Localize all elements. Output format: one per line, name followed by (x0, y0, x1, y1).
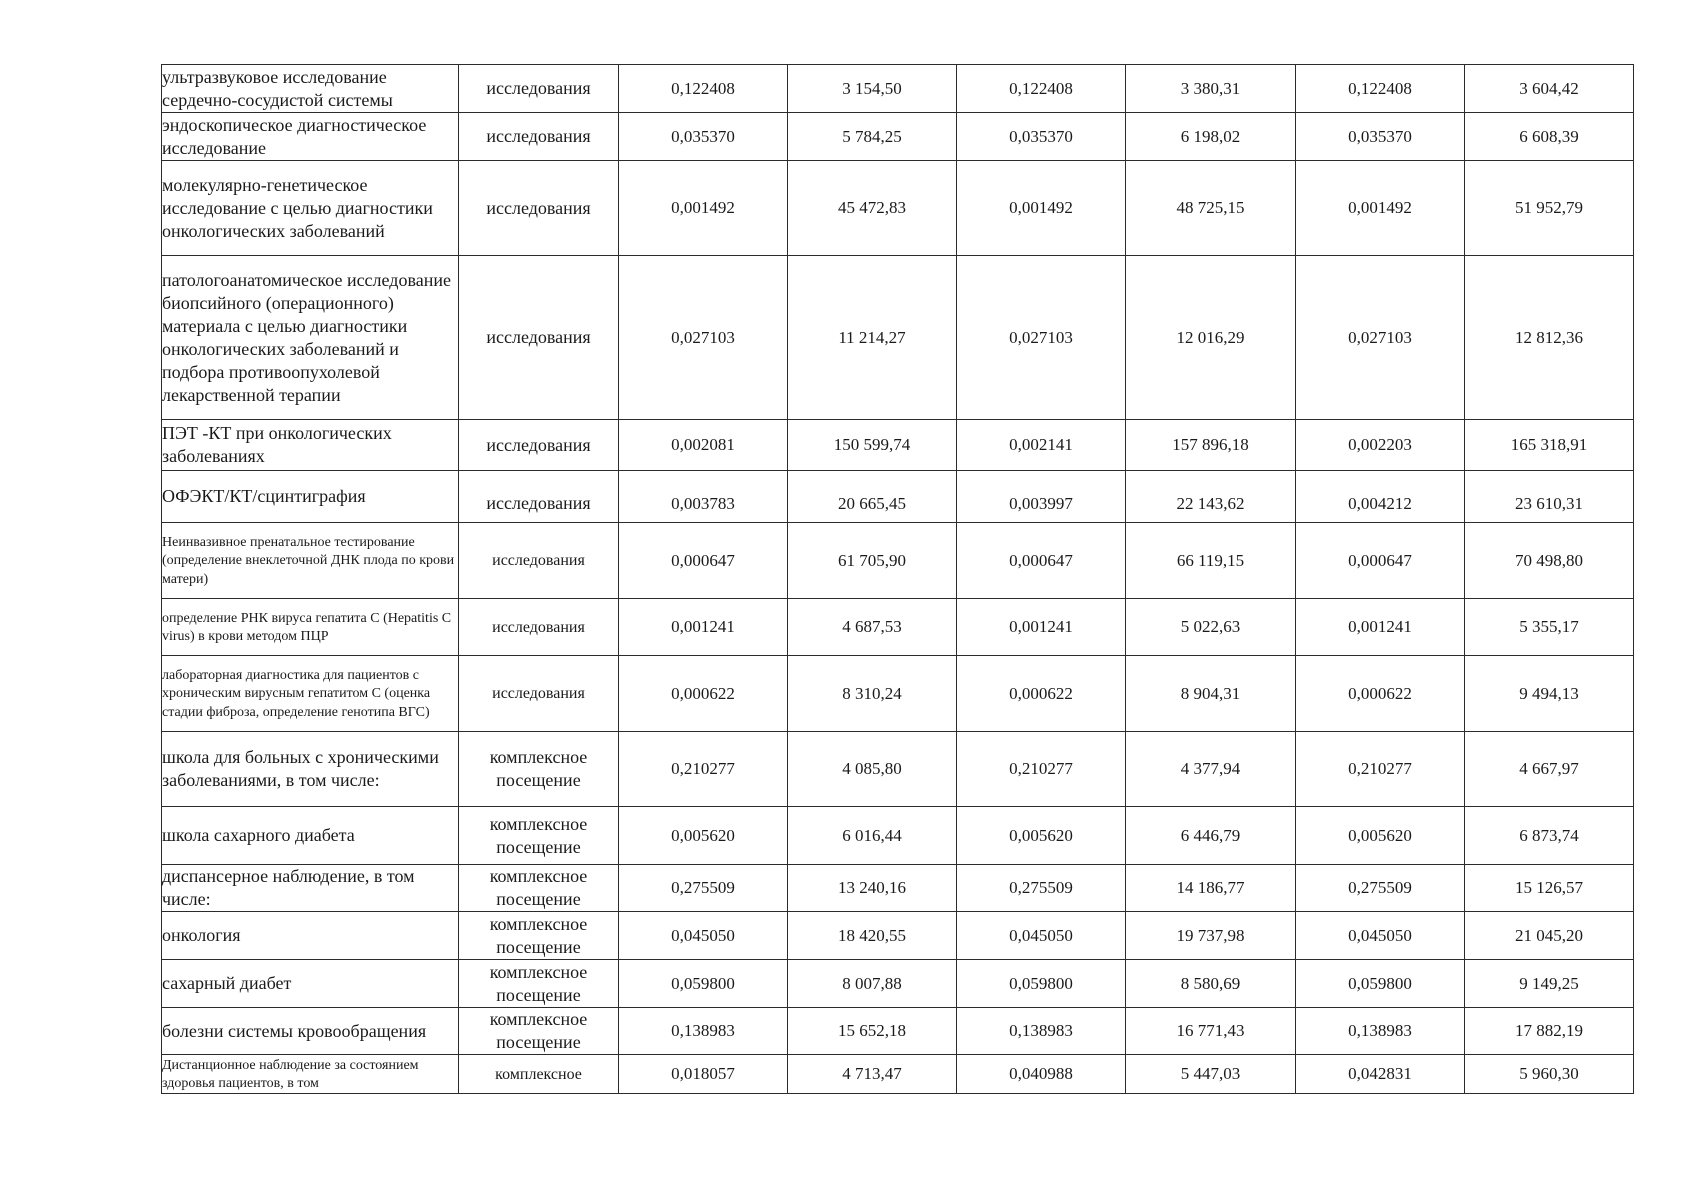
service-name: лабораторная диагностика для пациентов с хроническим вирусным гепатитом С (оценка стадии фиброза, определение генотипа ВГС) (162, 656, 459, 732)
value-cell: 0,003783 (619, 471, 788, 523)
unit-cell: исследования (459, 523, 619, 599)
unit-cell (459, 960, 619, 1008)
value-cell: 9 149,25 (1465, 960, 1634, 1008)
value-cell: 0,005620 (957, 807, 1126, 865)
value-cell: 5 784,25 (788, 113, 957, 161)
value-cell: 0,059800 (957, 960, 1126, 1008)
value-cell: 0,005620 (619, 807, 788, 865)
unit-cell (459, 1008, 619, 1055)
unit-line: комплексное (489, 913, 588, 934)
value-cell: 61 705,90 (788, 523, 957, 599)
value-cell: 48 725,15 (1126, 161, 1296, 256)
value-cell: 0,001241 (1296, 599, 1465, 656)
value-cell: 0,002141 (957, 420, 1126, 471)
value-cell: 0,004212 (1296, 471, 1465, 523)
unit-line: комплексное (489, 961, 588, 982)
table-row (162, 656, 1634, 732)
value-cell: 0,122408 (619, 65, 788, 113)
value-cell: 0,210277 (957, 732, 1126, 807)
table-row (162, 256, 1634, 420)
value-cell: 4 085,80 (788, 732, 957, 807)
value-cell: 5 022,63 (1126, 599, 1296, 656)
value-cell: 0,045050 (619, 912, 788, 960)
value-cell: 0,275509 (619, 865, 788, 912)
unit-line: комплексное (489, 1009, 588, 1029)
value-cell: 0,027103 (957, 256, 1126, 420)
value-cell: 66 119,15 (1126, 523, 1296, 599)
table-row (162, 113, 1634, 161)
unit-line: комплексное (489, 866, 588, 886)
value-cell: 165 318,91 (1465, 420, 1634, 471)
value-cell: 20 665,45 (788, 471, 957, 523)
unit-cell: комплексное (459, 1055, 619, 1094)
service-name: Дистанционное наблюдение за состоянием здоровья пациентов, в том (162, 1055, 459, 1094)
table-row (162, 1008, 1634, 1055)
table-row (162, 523, 1634, 599)
unit-cell (459, 732, 619, 807)
service-name: Неинвазивное пренатальное тестирование (определение внеклеточной ДНК плода по крови матери) (162, 523, 459, 599)
service-name: молекулярно-генетическое исследование с целью диагностики онкологических заболеваний (162, 161, 459, 256)
unit-cell: исследования (459, 65, 619, 113)
value-cell: 0,138983 (957, 1008, 1126, 1055)
unit-cell: исследования (459, 471, 619, 523)
value-cell: 0,000622 (1296, 656, 1465, 732)
value-cell: 0,002203 (1296, 420, 1465, 471)
unit-line: посещение (496, 936, 581, 957)
table-row (162, 65, 1634, 113)
value-cell: 0,210277 (1296, 732, 1465, 807)
value-cell: 0,001492 (1296, 161, 1465, 256)
value-cell: 16 771,43 (1126, 1008, 1296, 1055)
value-cell: 5 960,30 (1465, 1055, 1634, 1094)
value-cell: 18 420,55 (788, 912, 957, 960)
value-cell: 0,210277 (619, 732, 788, 807)
value-cell: 0,000647 (957, 523, 1126, 599)
service-name: ультразвуковое исследование сердечно-сосудистой системы (162, 65, 459, 113)
service-name: ОФЭКТ/КТ/сцинтиграфия (162, 471, 459, 523)
value-cell: 5 355,17 (1465, 599, 1634, 656)
value-cell: 8 007,88 (788, 960, 957, 1008)
value-cell: 0,002081 (619, 420, 788, 471)
value-cell: 5 447,03 (1126, 1055, 1296, 1094)
value-cell: 45 472,83 (788, 161, 957, 256)
value-cell: 0,027103 (619, 256, 788, 420)
unit-cell: исследования (459, 161, 619, 256)
service-name: эндоскопическое диагностическое исследование (162, 113, 459, 161)
value-cell: 0,138983 (619, 1008, 788, 1055)
value-cell: 4 377,94 (1126, 732, 1296, 807)
value-cell: 13 240,16 (788, 865, 957, 912)
unit-line: посещение (496, 836, 581, 857)
value-cell: 0,122408 (957, 65, 1126, 113)
value-cell: 17 882,19 (1465, 1008, 1634, 1055)
value-cell: 15 126,57 (1465, 865, 1634, 912)
value-cell: 9 494,13 (1465, 656, 1634, 732)
table-row (162, 865, 1634, 912)
service-name: школа для больных с хроническими заболеваниями, в том числе: (162, 732, 459, 807)
tariff-table (161, 64, 1634, 1094)
service-name: болезни системы кровообращения (162, 1008, 459, 1055)
value-cell: 0,005620 (1296, 807, 1465, 865)
service-name: патологоанатомическое исследование биопсийного (операционного) материала с целью диагностики онкологических заболеваний и подбора противоопухолевой лекарственной терапии (162, 256, 459, 420)
unit-line: посещение (496, 984, 581, 1005)
value-cell: 0,000647 (1296, 523, 1465, 599)
unit-cell (459, 807, 619, 865)
value-cell: 19 737,98 (1126, 912, 1296, 960)
value-cell: 0,045050 (1296, 912, 1465, 960)
table-row (162, 471, 1634, 523)
value-cell: 0,001241 (619, 599, 788, 656)
value-cell: 4 687,53 (788, 599, 957, 656)
unit-line: посещение (496, 770, 581, 790)
table-row (162, 599, 1634, 656)
value-cell: 0,040988 (957, 1055, 1126, 1094)
value-cell: 0,001492 (619, 161, 788, 256)
value-cell: 0,122408 (1296, 65, 1465, 113)
value-cell: 6 016,44 (788, 807, 957, 865)
value-cell: 0,027103 (1296, 256, 1465, 420)
unit-line: комплексное (489, 747, 588, 767)
unit-line: комплексное (489, 813, 588, 834)
value-cell: 0,045050 (957, 912, 1126, 960)
value-cell: 3 604,42 (1465, 65, 1634, 113)
value-cell: 8 904,31 (1126, 656, 1296, 732)
value-cell: 11 214,27 (788, 256, 957, 420)
value-cell: 157 896,18 (1126, 420, 1296, 471)
value-cell: 0,035370 (619, 113, 788, 161)
value-cell: 0,059800 (1296, 960, 1465, 1008)
unit-cell: исследования (459, 113, 619, 161)
value-cell: 0,035370 (1296, 113, 1465, 161)
value-cell: 0,035370 (957, 113, 1126, 161)
value-cell: 14 186,77 (1126, 865, 1296, 912)
unit-cell (459, 865, 619, 912)
value-cell: 6 608,39 (1465, 113, 1634, 161)
value-cell: 12 812,36 (1465, 256, 1634, 420)
service-name: определение РНК вируса гепатита С (Hepatitis C virus) в крови методом ПЦР (162, 599, 459, 656)
unit-cell: исследования (459, 599, 619, 656)
value-cell: 4 713,47 (788, 1055, 957, 1094)
value-cell: 0,003997 (957, 471, 1126, 523)
value-cell: 3 380,31 (1126, 65, 1296, 113)
value-cell: 0,275509 (957, 865, 1126, 912)
unit-line: посещение (496, 889, 581, 909)
value-cell: 22 143,62 (1126, 471, 1296, 523)
value-cell: 8 580,69 (1126, 960, 1296, 1008)
value-cell: 0,059800 (619, 960, 788, 1008)
table-row (162, 1055, 1634, 1094)
value-cell: 51 952,79 (1465, 161, 1634, 256)
value-cell: 0,001241 (957, 599, 1126, 656)
table-row (162, 807, 1634, 865)
value-cell: 0,275509 (1296, 865, 1465, 912)
unit-cell: исследования (459, 420, 619, 471)
value-cell: 15 652,18 (788, 1008, 957, 1055)
value-cell: 3 154,50 (788, 65, 957, 113)
value-cell: 0,000647 (619, 523, 788, 599)
value-cell: 0,000622 (619, 656, 788, 732)
unit-cell: исследования (459, 656, 619, 732)
table-row (162, 912, 1634, 960)
table-row (162, 732, 1634, 807)
service-name: онкология (162, 912, 459, 960)
unit-cell: исследования (459, 256, 619, 420)
value-cell: 23 610,31 (1465, 471, 1634, 523)
service-name: диспансерное наблюдение, в том числе: (162, 865, 459, 912)
value-cell: 0,042831 (1296, 1055, 1465, 1094)
value-cell: 21 045,20 (1465, 912, 1634, 960)
value-cell: 8 310,24 (788, 656, 957, 732)
value-cell: 12 016,29 (1126, 256, 1296, 420)
value-cell: 6 446,79 (1126, 807, 1296, 865)
table-row (162, 420, 1634, 471)
value-cell: 6 198,02 (1126, 113, 1296, 161)
value-cell: 6 873,74 (1465, 807, 1634, 865)
service-name: школа сахарного диабета (162, 807, 459, 865)
table-row (162, 161, 1634, 256)
unit-line: посещение (496, 1032, 581, 1052)
value-cell: 4 667,97 (1465, 732, 1634, 807)
unit-cell (459, 912, 619, 960)
table-row (162, 960, 1634, 1008)
service-name: ПЭТ -КТ при онкологических заболеваниях (162, 420, 459, 471)
value-cell: 0,138983 (1296, 1008, 1465, 1055)
value-cell: 70 498,80 (1465, 523, 1634, 599)
service-name: сахарный диабет (162, 960, 459, 1008)
value-cell: 0,018057 (619, 1055, 788, 1094)
value-cell: 0,000622 (957, 656, 1126, 732)
value-cell: 150 599,74 (788, 420, 957, 471)
value-cell: 0,001492 (957, 161, 1126, 256)
